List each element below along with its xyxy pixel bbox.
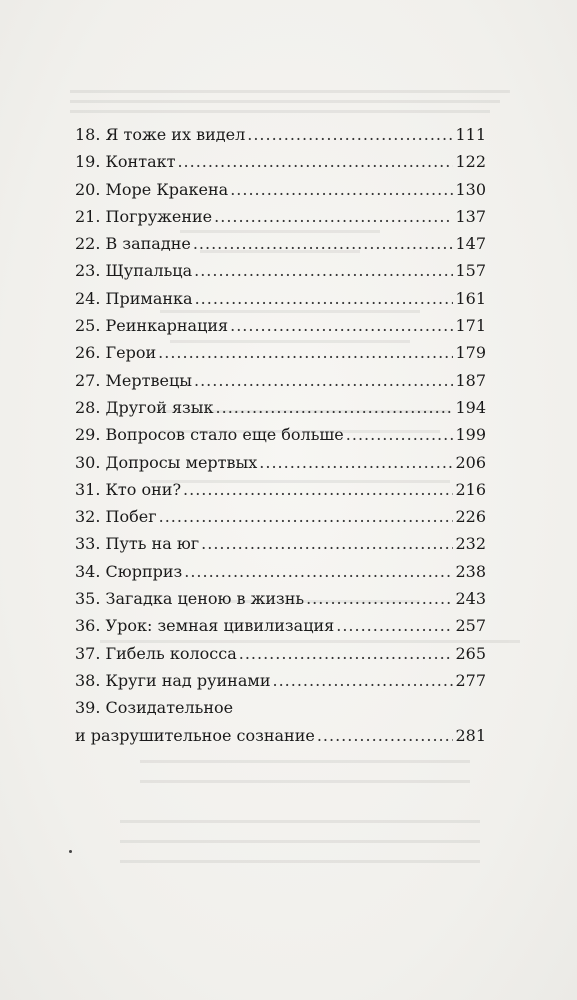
toc-entry-page: 216	[455, 479, 486, 499]
toc-entry-page: 137	[455, 206, 486, 226]
toc-entry-title: 24. Приманка	[75, 288, 193, 308]
dot-leader	[336, 612, 453, 639]
toc-entry-title: 38. Круги над руинами	[75, 670, 271, 690]
toc-entry	[75, 722, 486, 749]
toc-entry-title: 20. Море Кракена	[75, 179, 229, 199]
toc-entry-title: 30. Допросы мертвых	[75, 452, 258, 472]
dot-leader	[201, 530, 453, 557]
toc-entry-title: 33. Путь на юг	[75, 534, 200, 554]
toc-entry	[75, 558, 486, 585]
toc-entry	[75, 121, 486, 148]
toc-entry	[75, 257, 486, 284]
toc-entry-page: 226	[455, 507, 486, 527]
toc-entry-title: 36. Урок: земная цивилизация	[75, 616, 335, 636]
toc-entry-title: 37. Гибель колосса	[75, 643, 237, 663]
toc-entry-page: 265	[455, 643, 486, 663]
dot-leader	[184, 558, 453, 585]
dot-leader	[193, 230, 454, 257]
toc-entry-page: 147	[455, 234, 486, 254]
table-of-contents	[75, 121, 486, 749]
dot-leader	[216, 394, 454, 421]
toc-entry	[75, 394, 486, 421]
toc-entry-page: 171	[455, 316, 486, 336]
toc-entry	[75, 339, 486, 366]
dot-leader	[194, 367, 453, 394]
toc-entry-title: 22. В западне	[75, 234, 191, 254]
print-speck	[69, 850, 72, 853]
toc-entry	[75, 667, 486, 694]
toc-entry-page: 130	[455, 179, 486, 199]
toc-entry-page: 194	[455, 397, 486, 417]
toc-entry	[75, 640, 486, 667]
toc-entry	[75, 203, 486, 230]
toc-entry-title: 26. Герои	[75, 343, 157, 363]
toc-entry-title: 34. Сюрприз	[75, 561, 183, 581]
dot-leader	[195, 285, 454, 312]
toc-entry-title: 23. Щупальца	[75, 261, 193, 281]
toc-entry-title: 29. Вопросов стало еще больше	[75, 425, 344, 445]
dot-leader	[159, 503, 454, 530]
toc-entry-title: и разрушительное сознание	[75, 725, 315, 745]
dot-leader	[272, 667, 453, 694]
toc-entry-page: 281	[455, 725, 486, 745]
dot-leader	[247, 121, 453, 148]
dot-leader	[194, 257, 453, 284]
toc-entry-title-line1: 39. Созидательное	[75, 698, 234, 718]
dot-leader	[306, 585, 453, 612]
toc-entry-page: 122	[455, 152, 486, 172]
toc-entry-title: 27. Мертвецы	[75, 370, 192, 390]
toc-entry-page: 243	[455, 589, 486, 609]
toc-entry-page: 187	[455, 370, 486, 390]
toc-entry	[75, 585, 486, 612]
toc-entry-page: 199	[455, 425, 486, 445]
dot-leader	[230, 176, 453, 203]
toc-entry	[75, 449, 486, 476]
toc-entry-page: 277	[455, 670, 486, 690]
toc-entry-page: 111	[455, 125, 486, 144]
toc-entry-title: 25. Реинкарнация	[75, 316, 229, 336]
toc-entry-page: 161	[455, 288, 486, 308]
dot-leader	[183, 476, 453, 503]
toc-entry-page: 157	[455, 261, 486, 281]
toc-entry	[75, 530, 486, 557]
toc-entry-title: 18. Я тоже их видел	[75, 125, 246, 144]
dot-leader	[230, 312, 453, 339]
dot-leader	[239, 640, 454, 667]
toc-entry	[75, 285, 486, 312]
toc-entry	[75, 148, 486, 175]
dot-leader	[346, 421, 454, 448]
toc-entry-page: 206	[455, 452, 486, 472]
toc-entry	[75, 176, 486, 203]
toc-entry-page: 179	[455, 343, 486, 363]
dot-leader	[259, 449, 453, 476]
toc-entry-title: 21. Погружение	[75, 206, 213, 226]
dot-leader	[317, 722, 454, 749]
toc-entry-page: 232	[455, 534, 486, 554]
toc-entry	[75, 612, 486, 639]
dot-leader	[177, 148, 453, 175]
toc-entry	[75, 367, 486, 394]
toc-entry-title: 32. Побег	[75, 507, 157, 527]
toc-entry	[75, 312, 486, 339]
toc-entry-title: 19. Контакт	[75, 152, 176, 172]
toc-entry	[75, 230, 486, 257]
dot-leader	[214, 203, 453, 230]
toc-entry	[75, 421, 486, 448]
dot-leader	[158, 339, 453, 366]
toc-entry-title: 35. Загадка ценою в жизнь	[75, 589, 305, 609]
toc-entry-page: 238	[455, 561, 486, 581]
toc-entry-page: 257	[455, 616, 486, 636]
toc-entry	[75, 476, 486, 503]
toc-entry-title: 31. Кто они?	[75, 479, 182, 499]
toc-entry	[75, 503, 486, 530]
toc-entry-title: 28. Другой язык	[75, 397, 214, 417]
